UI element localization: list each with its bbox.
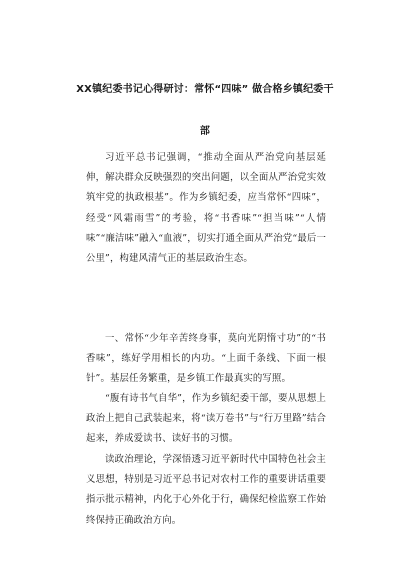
document-title-continuation: 部 <box>199 126 211 137</box>
paragraph-reading-habit: “腹有诗书气自华”，作为乡镇纪委干部，要从思想上政治上把自己武装起来，将“读万卷书”与“行万里路”结合起来，养成爱读书、读好书的习惯。 <box>86 393 326 445</box>
paragraph-intro: 习近平总书记强调，“推动全面从严治党向基层延伸，解决群众反映强烈的突出问题，以全面从严治党实效筑牢党的执政根基”。作为乡镇纪委，应当常怀“四味”，经受“风霜雨雪”的考验，将“书香味”“担当味”“人情味”“廉洁味”融入“血液”，切实打通全面从严治党“最后一公里”，构建风清气正的基层政治生态。 <box>86 152 326 265</box>
paragraph-political-theory: 读政治理论，学深悟透习近平新时代中国特色社会主义思想，特别是习近平总书记对农村工作的重要讲话重要指示批示精神，内化于心外化于行，确保纪检监察工作始终保持正确政治方向。 <box>86 454 326 526</box>
paragraph-section-one: 一、常怀“少年辛苦终身事，莫向光阴惰寸功”的“书香味”，练好学用相长的内功。“上面千条线、下面一根针”。基层任务繁重，是乡镇工作最真实的写照。 <box>86 333 326 385</box>
document-title: XX镇纪委书记心得研讨：常怀“四味” 做合格乡镇纪委干 <box>76 84 334 95</box>
